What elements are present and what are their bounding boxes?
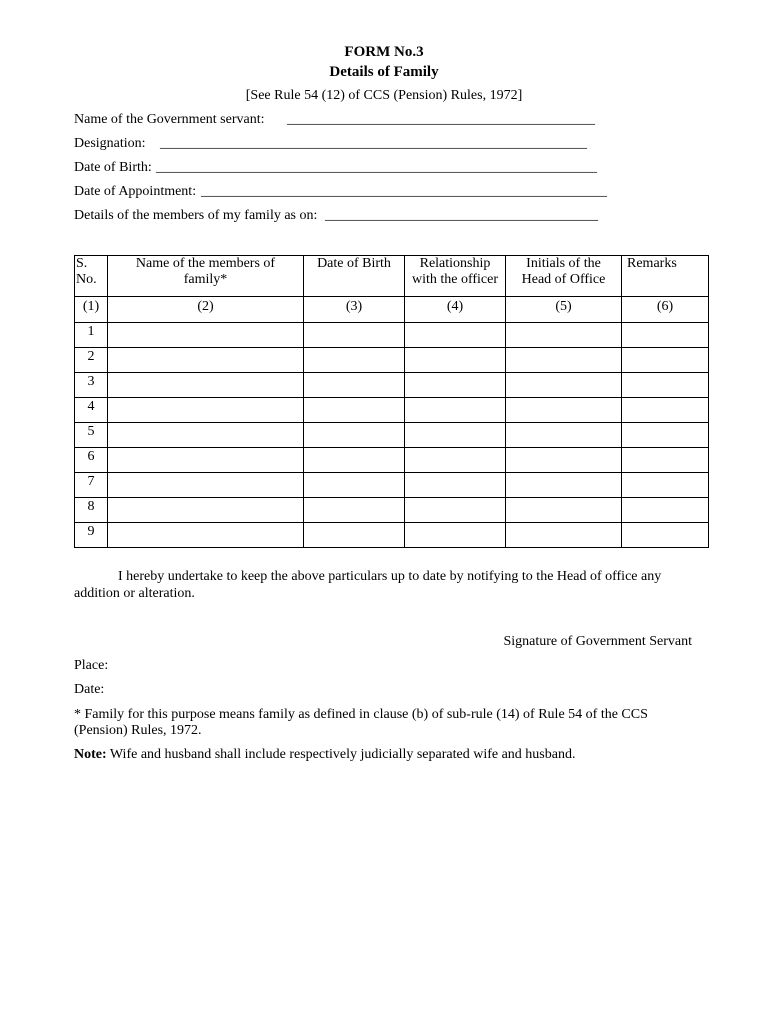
table-row	[75, 473, 709, 498]
row-s-no: 6	[75, 448, 108, 473]
cell-initials[interactable]	[506, 348, 622, 373]
table-header-row	[75, 256, 709, 297]
rule-reference: [See Rule 54 (12) of CCS (Pension) Rules, 1972]	[245, 88, 523, 103]
cell-member-name[interactable]	[108, 323, 304, 348]
cell-remarks[interactable]	[622, 348, 709, 373]
row-s-no: 9	[75, 523, 108, 548]
table-row	[75, 498, 709, 523]
cell-remarks[interactable]	[622, 398, 709, 423]
cell-initials[interactable]	[506, 448, 622, 473]
field-label: Date of Birth:	[74, 160, 152, 175]
place-label: Place:	[74, 658, 109, 673]
note-label: Note:	[74, 747, 107, 762]
column-number: (1)	[75, 297, 108, 323]
cell-remarks[interactable]	[622, 498, 709, 523]
cell-member-name[interactable]	[108, 523, 304, 548]
header-s-no: S. No.	[75, 256, 108, 297]
family-date-blank-line[interactable]: _______________________________________	[325, 208, 598, 223]
cell-date-of-birth[interactable]	[304, 498, 405, 523]
row-s-no: 5	[75, 423, 108, 448]
table-row	[75, 373, 709, 398]
cell-date-of-birth[interactable]	[304, 423, 405, 448]
cell-date-of-birth[interactable]	[304, 373, 405, 398]
header-relationship: Relationship with the officer	[405, 256, 506, 297]
cell-relationship[interactable]	[405, 498, 506, 523]
cell-initials[interactable]	[506, 398, 622, 423]
row-s-no: 3	[75, 373, 108, 398]
form-number: FORM No.3	[344, 44, 424, 60]
cell-initials[interactable]	[506, 523, 622, 548]
cell-member-name[interactable]	[108, 498, 304, 523]
column-number: (6)	[622, 297, 709, 323]
cell-initials[interactable]	[506, 323, 622, 348]
header-date-of-birth: Date of Birth	[304, 256, 405, 297]
footnote-line-1: * Family for this purpose means family as defined in clause (b) of sub-rule (14) of Rule 54 of the CCS	[74, 707, 648, 722]
cell-remarks[interactable]	[622, 523, 709, 548]
field-label: Date of Appointment:	[74, 184, 197, 199]
cell-remarks[interactable]	[622, 423, 709, 448]
table-row	[75, 423, 709, 448]
cell-date-of-birth[interactable]	[304, 398, 405, 423]
header-initials: Initials of the Head of Office	[506, 256, 622, 297]
field-label: Details of the members of my family as on:	[74, 208, 318, 223]
cell-member-name[interactable]	[108, 373, 304, 398]
table-row	[75, 398, 709, 423]
name-blank-line[interactable]: ____________________________________________	[287, 112, 595, 127]
table-row	[75, 348, 709, 373]
field-government-servant-name	[74, 112, 595, 128]
cell-member-name[interactable]	[108, 448, 304, 473]
dob-blank-line[interactable]: _______________________________________________________________	[156, 160, 597, 175]
header-member-name: Name of the members of family*	[108, 256, 304, 297]
column-number: (3)	[304, 297, 405, 323]
cell-initials[interactable]	[506, 473, 622, 498]
column-number: (5)	[506, 297, 622, 323]
appointment-blank-line[interactable]: __________________________________________________________	[201, 184, 607, 199]
row-s-no: 1	[75, 323, 108, 348]
cell-relationship[interactable]	[405, 323, 506, 348]
column-number: (2)	[108, 297, 304, 323]
cell-relationship[interactable]	[405, 473, 506, 498]
undertaking-line-2: addition or alteration.	[74, 586, 195, 601]
designation-blank-line[interactable]: _____________________________________________________________	[160, 136, 587, 151]
cell-relationship[interactable]	[405, 348, 506, 373]
cell-member-name[interactable]	[108, 473, 304, 498]
field-family-as-on	[74, 208, 598, 224]
field-designation	[74, 136, 587, 152]
table-row	[75, 448, 709, 473]
table-row	[75, 323, 709, 348]
note	[74, 747, 575, 763]
family-details-table	[74, 255, 709, 548]
column-number: (4)	[405, 297, 506, 323]
note-text: Wife and husband shall include respectively judicially separated wife and husband.	[106, 747, 576, 762]
cell-relationship[interactable]	[405, 423, 506, 448]
cell-initials[interactable]	[506, 498, 622, 523]
signature-label: Signature of Government Servant	[503, 634, 692, 649]
form-title: Details of Family	[329, 64, 439, 80]
cell-date-of-birth[interactable]	[304, 523, 405, 548]
cell-date-of-birth[interactable]	[304, 473, 405, 498]
cell-remarks[interactable]	[622, 373, 709, 398]
cell-member-name[interactable]	[108, 348, 304, 373]
cell-relationship[interactable]	[405, 373, 506, 398]
cell-member-name[interactable]	[108, 423, 304, 448]
row-s-no: 4	[75, 398, 108, 423]
cell-date-of-birth[interactable]	[304, 448, 405, 473]
cell-relationship[interactable]	[405, 398, 506, 423]
date-label: Date:	[74, 682, 105, 697]
cell-remarks[interactable]	[622, 323, 709, 348]
row-s-no: 2	[75, 348, 108, 373]
cell-remarks[interactable]	[622, 473, 709, 498]
field-date-of-birth	[74, 160, 597, 176]
cell-relationship[interactable]	[405, 448, 506, 473]
cell-member-name[interactable]	[108, 398, 304, 423]
header-remarks: Remarks	[622, 256, 709, 297]
cell-initials[interactable]	[506, 423, 622, 448]
cell-date-of-birth[interactable]	[304, 323, 405, 348]
field-label: Name of the Government servant:	[74, 112, 265, 127]
cell-relationship[interactable]	[405, 523, 506, 548]
row-s-no: 7	[75, 473, 108, 498]
cell-remarks[interactable]	[622, 448, 709, 473]
cell-date-of-birth[interactable]	[304, 348, 405, 373]
column-number-row	[75, 297, 709, 323]
field-date-of-appointment	[74, 184, 607, 200]
table-row	[75, 523, 709, 548]
row-s-no: 8	[75, 498, 108, 523]
field-label: Designation:	[74, 136, 146, 151]
footnote-line-2: (Pension) Rules, 1972.	[74, 723, 202, 738]
undertaking-line-1: I hereby undertake to keep the above particulars up to date by notifying to the Head of office any	[118, 569, 662, 584]
cell-initials[interactable]	[506, 373, 622, 398]
